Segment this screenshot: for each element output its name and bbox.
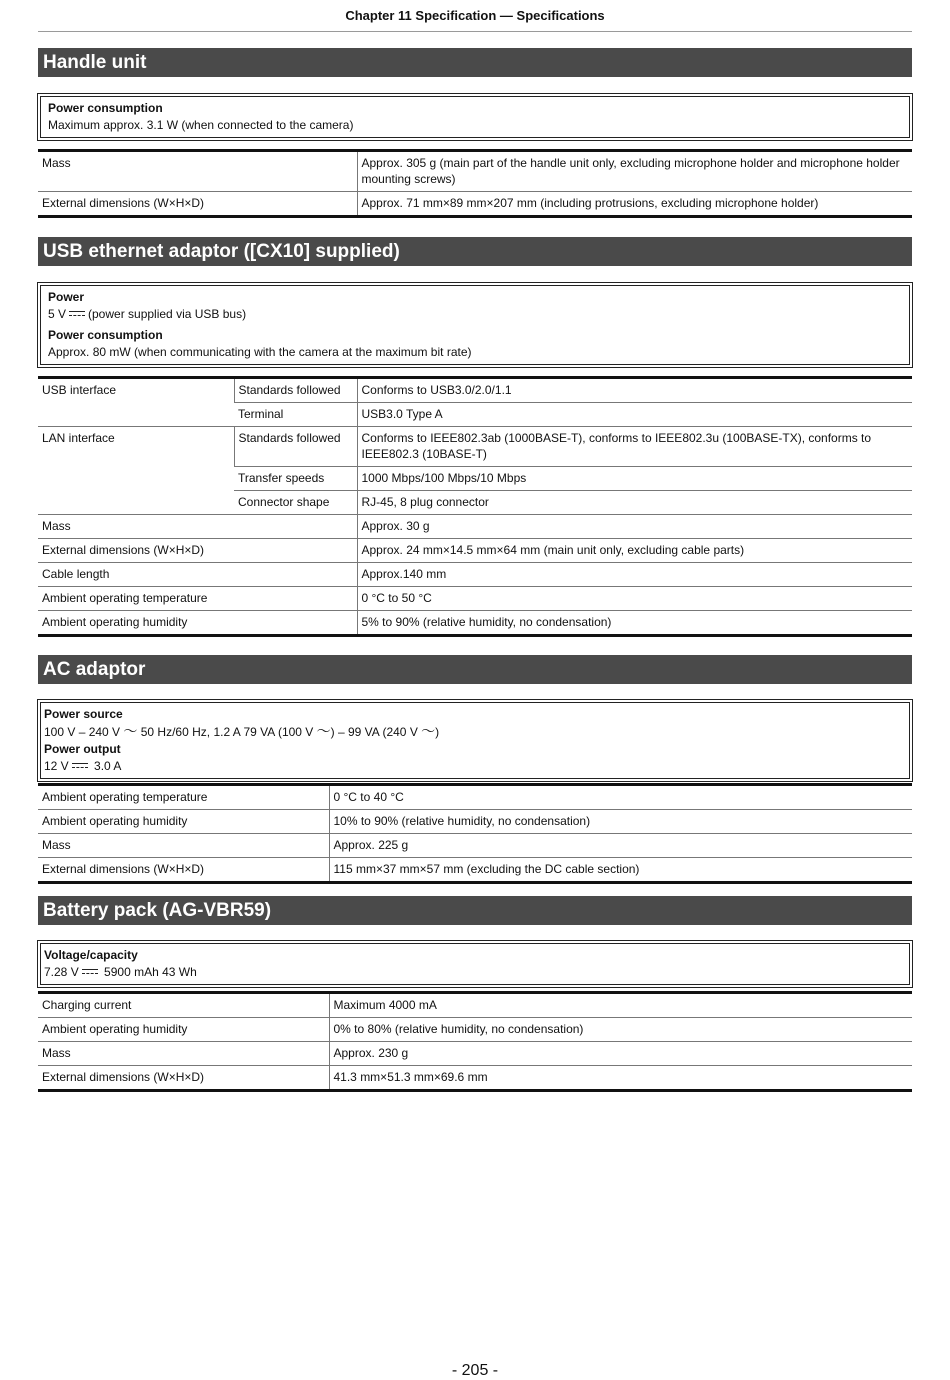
table-row — [38, 378, 912, 403]
spec-value: 5% to 90% (relative humidity, no condensation) — [357, 611, 912, 636]
spec-value: 0% to 80% (relative humidity, no condensation) — [329, 1018, 912, 1042]
table-row — [38, 192, 912, 217]
power-consumption-label: Power consumption — [48, 328, 163, 342]
spec-value: Approx. 24 mm×14.5 mm×64 mm (main unit only, excluding cable parts) — [357, 539, 912, 563]
page-number: - 205 - — [451, 1362, 499, 1379]
power-consumption-label: Power consumption — [48, 101, 163, 115]
table-row — [38, 993, 912, 1018]
power-note: (power supplied via USB bus) — [88, 307, 247, 321]
power-output-label: Power output — [44, 742, 121, 756]
spec-value: Conforms to IEEE802.3ab (1000BASE-T), conforms to IEEE802.3u (100BASE-TX), conforms to IEEE802.3 (10BASE-T) — [357, 427, 912, 467]
table-row — [38, 151, 912, 192]
spec-group-label: USB interface — [42, 383, 117, 397]
spec-label: External dimensions (W×H×D) — [38, 192, 357, 217]
power-consumption-value: Maximum approx. 3.1 W (when connected to the camera) — [48, 118, 354, 132]
power-label: Power — [48, 290, 85, 304]
spec-label: Ambient operating humidity — [38, 810, 329, 834]
table-row — [38, 563, 912, 587]
spec-sublabel: Transfer speeds — [234, 467, 357, 491]
battery-spec-table — [38, 991, 912, 1092]
ac-spec-table — [38, 783, 912, 884]
spec-label: Mass — [38, 515, 357, 539]
power-value — [48, 306, 902, 323]
spec-value: 10% to 90% (relative humidity, no condensation) — [329, 810, 912, 834]
dc-symbol-icon — [72, 763, 88, 770]
spec-sublabel: Connector shape — [234, 491, 357, 515]
spec-label: Ambient operating temperature — [38, 587, 357, 611]
spec-sublabel: Standards followed — [234, 427, 357, 467]
spec-value: Approx.140 mm — [357, 563, 912, 587]
section-title-battery-pack: Battery pack (AG-VBR59) — [38, 896, 912, 925]
power-source-label: Power source — [44, 707, 123, 721]
power-consumption-value: Approx. 80 mW (when communicating with the camera at the maximum bit rate) — [48, 345, 472, 359]
table-row — [38, 539, 912, 563]
spec-value: Approx. 230 g — [329, 1042, 912, 1066]
spec-label: Mass — [38, 834, 329, 858]
spec-label: Ambient operating humidity — [38, 1018, 329, 1042]
dc-symbol-icon — [82, 969, 98, 976]
spec-value: 0 °C to 40 °C — [329, 785, 912, 810]
ac-symbol-icon: ～ — [123, 723, 138, 739]
page-header: Chapter 11 Specification — Specifications — [38, 8, 912, 32]
handle-spec-table — [38, 149, 912, 218]
section-title-handle-unit: Handle unit — [38, 48, 912, 77]
table-row — [38, 834, 912, 858]
ac-symbol-icon: ～ — [316, 723, 331, 739]
battery-voltage-box — [37, 940, 913, 988]
spec-value: RJ-45, 8 plug connector — [357, 491, 912, 515]
table-row — [38, 785, 912, 810]
spec-group-label: LAN interface — [38, 427, 234, 515]
spec-label: Ambient operating humidity — [38, 611, 357, 636]
table-row — [38, 1042, 912, 1066]
power-output-value: 12 V 3.0 A — [44, 759, 122, 773]
spec-value: 41.3 mm×51.3 mm×69.6 mm — [329, 1066, 912, 1091]
voltage-capacity-value: 7.28 V 5900 mAh 43 Wh — [44, 965, 197, 979]
spec-value: Approx. 305 g (main part of the handle unit only, excluding microphone holder and microphone holder mounting screws) — [357, 151, 912, 192]
spec-value: 1000 Mbps/100 Mbps/10 Mbps — [357, 467, 912, 491]
power-source-value: 100 V – 240 V ～ 50 Hz/60 Hz, 1.2 A 79 VA (100 V ～) – 99 VA (240 V ～) — [44, 723, 440, 739]
table-row — [38, 858, 912, 883]
voltage-capacity-label: Voltage/capacity — [44, 948, 138, 962]
spec-value: Conforms to USB3.0/2.0/1.1 — [357, 378, 912, 403]
spec-label: External dimensions (W×H×D) — [38, 1066, 329, 1091]
spec-label: Charging current — [42, 998, 132, 1012]
spec-value: 0 °C to 50 °C — [357, 587, 912, 611]
table-row — [38, 587, 912, 611]
spec-label: Ambient operating temperature — [42, 790, 208, 804]
spec-value: USB3.0 Type A — [357, 403, 912, 427]
spec-sublabel: Standards followed — [234, 378, 357, 403]
spec-value: Maximum 4000 mA — [329, 993, 912, 1018]
table-row — [38, 810, 912, 834]
section-title-usb-ethernet-adaptor: USB ethernet adaptor ([CX10] supplied) — [38, 237, 912, 266]
usb-spec-table — [38, 376, 912, 637]
ac-symbol-icon: ～ — [421, 723, 436, 739]
spec-label: External dimensions (W×H×D) — [38, 858, 329, 883]
section-title-ac-adaptor: AC adaptor — [38, 655, 912, 684]
spec-value: Approx. 225 g — [329, 834, 912, 858]
handle-power-box — [37, 93, 913, 141]
power-voltage: 5 V — [48, 307, 67, 321]
table-row — [38, 611, 912, 636]
usb-power-box — [37, 282, 913, 368]
spec-label: Cable length — [38, 563, 357, 587]
table-row — [38, 515, 912, 539]
spec-value: Approx. 30 g — [357, 515, 912, 539]
table-row — [38, 427, 912, 467]
ac-power-box — [37, 699, 913, 782]
spec-label: External dimensions (W×H×D) — [38, 539, 357, 563]
spec-sublabel: Terminal — [234, 403, 357, 427]
spec-value: Approx. 71 mm×89 mm×207 mm (including protrusions, excluding microphone holder) — [357, 192, 912, 217]
dc-symbol-icon — [69, 311, 85, 318]
table-row — [38, 1066, 912, 1091]
spec-label: Mass — [42, 156, 71, 170]
spec-value: 115 mm×37 mm×57 mm (excluding the DC cable section) — [329, 858, 912, 883]
spec-label: Mass — [38, 1042, 329, 1066]
table-row — [38, 1018, 912, 1042]
